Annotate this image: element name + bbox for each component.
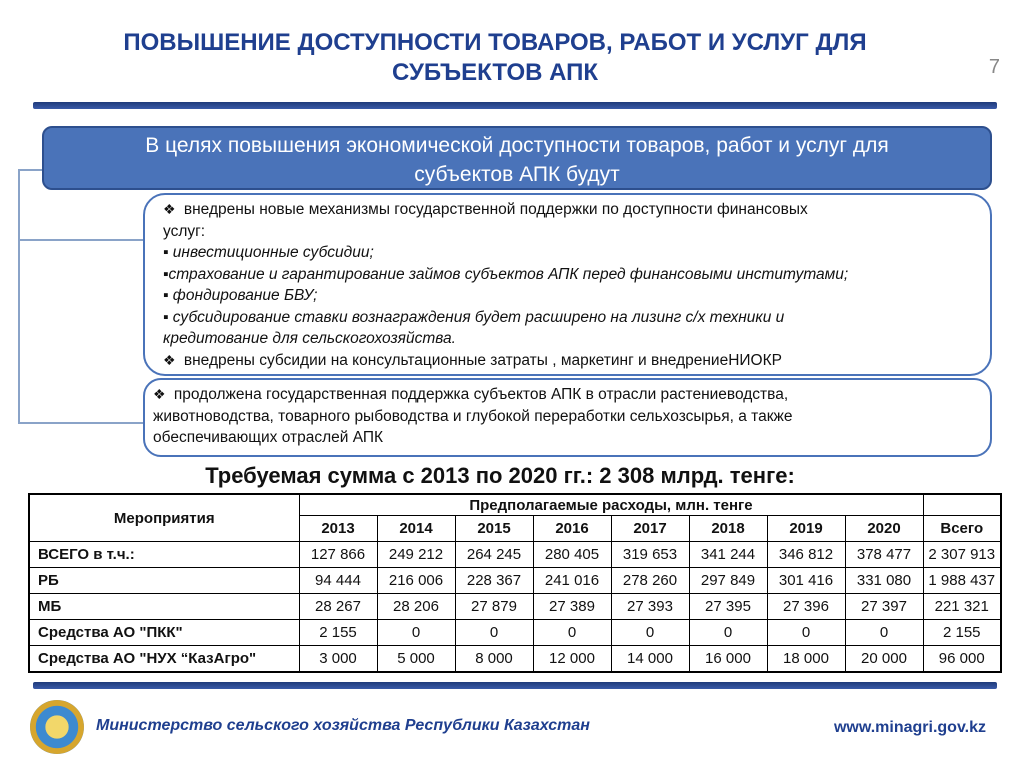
table-cell: 331 080 bbox=[845, 568, 923, 594]
row-label: ВСЕГО в т.ч.: bbox=[29, 542, 299, 568]
ministry-name: Министерство сельского хозяйства Республики Казахстан bbox=[96, 717, 590, 734]
table-cell: 0 bbox=[533, 620, 611, 646]
table-cell: 14 000 bbox=[611, 646, 689, 673]
table-cell: 28 206 bbox=[377, 594, 455, 620]
table-cell: 0 bbox=[845, 620, 923, 646]
box2-line-2: животноводства, товарного рыбоводства и глубокой переработки сельхозсырья, а также bbox=[153, 407, 793, 425]
column-header: 2014 bbox=[377, 516, 455, 542]
required-sum-heading: Требуемая сумма с 2013 по 2020 гг.: 2 308 млрд. тенге: bbox=[205, 463, 795, 488]
column-header: Всего bbox=[923, 516, 1001, 542]
list-item: ▪ субсидирование ставки вознаграждения будет расширено на лизинг с/х техники и bbox=[163, 308, 785, 326]
column-header: 2015 bbox=[455, 516, 533, 542]
website-link[interactable]: www.minagri.gov.kz bbox=[833, 719, 986, 736]
table-cell: 96 000 bbox=[923, 646, 1001, 673]
table-cell: 0 bbox=[377, 620, 455, 646]
table-cell: 297 849 bbox=[689, 568, 767, 594]
table-cell: 2 307 913 bbox=[923, 542, 1001, 568]
top-divider bbox=[33, 102, 997, 109]
connector-line bbox=[18, 169, 44, 171]
table-cell: 8 000 bbox=[455, 646, 533, 673]
table-cell: 27 397 bbox=[845, 594, 923, 620]
box2-line-3: обеспечивающих отраслей АПК bbox=[153, 429, 384, 446]
intro-line-2: субъектов АПК будут bbox=[414, 163, 620, 186]
box1-last-line bbox=[163, 350, 972, 372]
column-header: 2018 bbox=[689, 516, 767, 542]
column-header: 2013 bbox=[299, 516, 377, 542]
table-cell: 280 405 bbox=[533, 542, 611, 568]
expenses-table bbox=[28, 493, 1002, 673]
table-cell: 27 395 bbox=[689, 594, 767, 620]
column-header: 2019 bbox=[767, 516, 845, 542]
table-cell: 94 444 bbox=[299, 568, 377, 594]
table-cell: 264 245 bbox=[455, 542, 533, 568]
table-cell: 20 000 bbox=[845, 646, 923, 673]
page-title bbox=[60, 28, 930, 88]
box1-last-text: внедрены субсидии на консультационные затраты , маркетинг и внедрениеНИОКР bbox=[183, 351, 782, 369]
table-cell: 249 212 bbox=[377, 542, 455, 568]
box1-line-2: услуг: bbox=[163, 222, 206, 240]
table-cell: 18 000 bbox=[767, 646, 845, 673]
table-cell: 3 000 bbox=[299, 646, 377, 673]
connector-line bbox=[18, 169, 20, 423]
events-header: Мероприятия bbox=[29, 494, 299, 542]
table-cell: 27 389 bbox=[533, 594, 611, 620]
table-cell: 319 653 bbox=[611, 542, 689, 568]
column-header: 2016 bbox=[533, 516, 611, 542]
box2-heading bbox=[153, 384, 982, 406]
header-blank-cell bbox=[923, 494, 1001, 516]
table-cell: 221 321 bbox=[923, 594, 1001, 620]
table-cell: 16 000 bbox=[689, 646, 767, 673]
box2-line-1: продолжена государственная поддержка субъектов АПК в отрасли растениеводства, bbox=[173, 386, 789, 403]
box1-line-1: внедрены новые механизмы государственной поддержки по доступности финансовых bbox=[183, 201, 808, 218]
table-row bbox=[29, 542, 1001, 568]
diamond-bullet-icon: ❖ bbox=[153, 386, 166, 402]
table-cell: 0 bbox=[689, 620, 767, 646]
bottom-divider bbox=[33, 682, 997, 689]
list-item: ▪страхование и гарантирование займов субъектов АПК перед финансовыми институтами; bbox=[163, 265, 849, 283]
list-item: ▪ фондирование БВУ; bbox=[163, 287, 318, 304]
table-cell: 1 988 437 bbox=[923, 568, 1001, 594]
table-cell: 228 367 bbox=[455, 568, 533, 594]
table-cell: 0 bbox=[767, 620, 845, 646]
table-cell: 5 000 bbox=[377, 646, 455, 673]
table-cell: 216 006 bbox=[377, 568, 455, 594]
list-item: кредитование для сельскогохозяйства. bbox=[163, 330, 456, 347]
table-cell: 28 267 bbox=[299, 594, 377, 620]
table-row bbox=[29, 568, 1001, 594]
title-line-2: СУБЪЕКТОВ АПК bbox=[391, 59, 599, 86]
expenses-header: Предполагаемые расходы, млн. тенге bbox=[299, 494, 923, 516]
table-cell: 378 477 bbox=[845, 542, 923, 568]
table-cell: 127 866 bbox=[299, 542, 377, 568]
intro-banner bbox=[42, 126, 992, 190]
column-header: 2017 bbox=[611, 516, 689, 542]
table-cell: 278 260 bbox=[611, 568, 689, 594]
column-header: 2020 bbox=[845, 516, 923, 542]
title-line-1: ПОВЫШЕНИЕ ДОСТУПНОСТИ ТОВАРОВ, РАБОТ И УСЛУГ ДЛЯ bbox=[123, 29, 867, 56]
table-row bbox=[29, 646, 1001, 673]
table-row bbox=[29, 620, 1001, 646]
state-emblem-icon bbox=[30, 700, 84, 754]
table-cell: 341 244 bbox=[689, 542, 767, 568]
measures-box-finance bbox=[143, 193, 992, 376]
row-label: Средства АО "НУХ “КазАгро" bbox=[29, 646, 299, 673]
table-cell: 241 016 bbox=[533, 568, 611, 594]
table-row bbox=[29, 594, 1001, 620]
connector-line bbox=[18, 422, 144, 424]
table-cell: 2 155 bbox=[299, 620, 377, 646]
row-label: РБ bbox=[29, 568, 299, 594]
connector-line bbox=[18, 239, 144, 241]
table-cell: 301 416 bbox=[767, 568, 845, 594]
list-item: ▪ инвестиционные субсидии; bbox=[163, 244, 374, 261]
table-cell: 12 000 bbox=[533, 646, 611, 673]
box1-heading bbox=[163, 199, 972, 221]
row-label: Средства АО "ПКК" bbox=[29, 620, 299, 646]
intro-line-1: В целях повышения экономической доступности товаров, работ и услуг для bbox=[145, 134, 889, 157]
table-cell: 2 155 bbox=[923, 620, 1001, 646]
table-cell: 27 396 bbox=[767, 594, 845, 620]
table-cell: 0 bbox=[611, 620, 689, 646]
slide-number: 7 bbox=[988, 56, 1000, 78]
diamond-bullet-icon: ❖ bbox=[163, 201, 176, 217]
diamond-bullet-icon: ❖ bbox=[163, 351, 176, 368]
table-cell: 27 879 bbox=[455, 594, 533, 620]
table-cell: 346 812 bbox=[767, 542, 845, 568]
measures-box-support bbox=[143, 378, 992, 457]
table-cell: 0 bbox=[455, 620, 533, 646]
table-cell: 27 393 bbox=[611, 594, 689, 620]
row-label: МБ bbox=[29, 594, 299, 620]
